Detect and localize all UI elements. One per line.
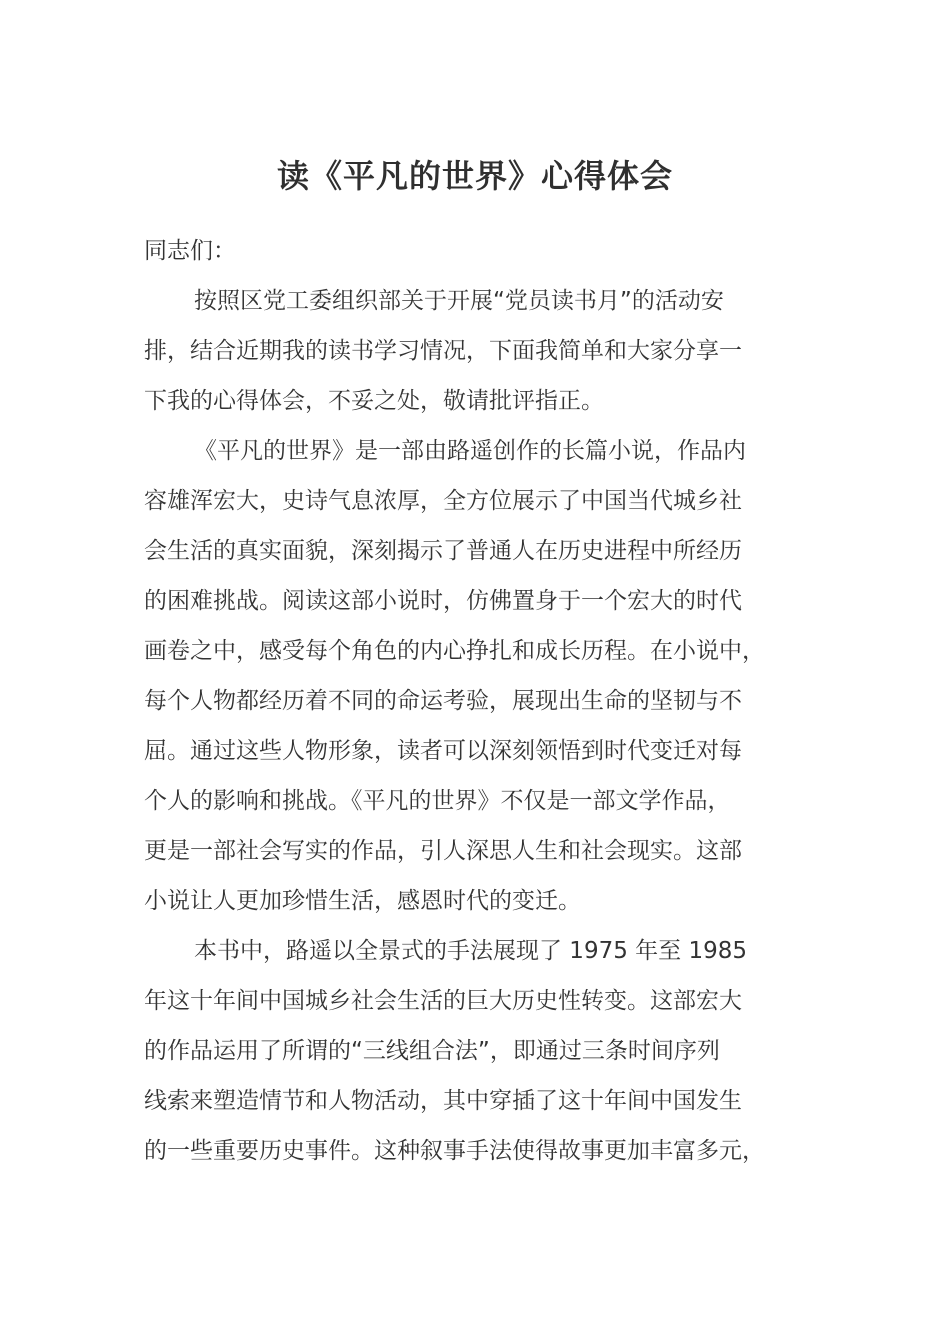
text-line: 的困难挑战。阅读这部小说时，仿佛置身于一个宏大的时代 [144, 588, 742, 614]
text-line: 容雄浑宏大，史诗气息浓厚，全方位展示了中国当代城乡社 [144, 488, 742, 514]
text-line: 的作品运用了所谓的“三线组合法”，即通过三条时间序列 [144, 1038, 720, 1064]
document-title: 读《平凡的世界》心得体会 [276, 157, 673, 195]
text-line: 屈。通过这些人物形象，读者可以深刻领悟到时代变迁对每 [144, 738, 742, 764]
text-line: 个人的影响和挑战。《平凡的世界》不仅是一部文学作品， [144, 788, 731, 814]
document-body [144, 226, 824, 1176]
text-line: 排，结合近期我的读书学习情况，下面我简单和大家分享一 [144, 338, 742, 364]
text-line: 按照区党工委组织部关于开展“党员读书月”的活动安 [194, 288, 724, 314]
text-line: 更是一部社会写实的作品，引人深思人生和社会现实。这部 [144, 838, 742, 864]
text-line: 年这十年间中国城乡社会生活的巨大历史性转变。这部宏大 [144, 988, 742, 1014]
text-line: 画卷之中，感受每个角色的内心挣扎和成长历程。在小说中， [144, 638, 765, 664]
text-line: 同志们： [144, 238, 236, 264]
text-line: 本书中，路遥以全景式的手法展现了 1975 年至 1985 [194, 938, 747, 964]
text-line: 的一些重要历史事件。这种叙事手法使得故事更加丰富多元， [144, 1138, 765, 1164]
text-line: 小说让人更加珍惜生活，感恩时代的变迁。 [144, 888, 581, 914]
text-line: 每个人物都经历着不同的命运考验，展现出生命的坚韧与不 [144, 688, 742, 714]
text-line: 会生活的真实面貌，深刻揭示了普通人在历史进程中所经历 [144, 538, 742, 564]
text-line: 《平凡的世界》是一部由路遥创作的长篇小说，作品内 [194, 438, 746, 464]
text-line: 线索来塑造情节和人物活动，其中穿插了这十年间中国发生 [144, 1088, 742, 1114]
text-line: 下我的心得体会，不妥之处，敬请批评指正。 [144, 388, 604, 414]
